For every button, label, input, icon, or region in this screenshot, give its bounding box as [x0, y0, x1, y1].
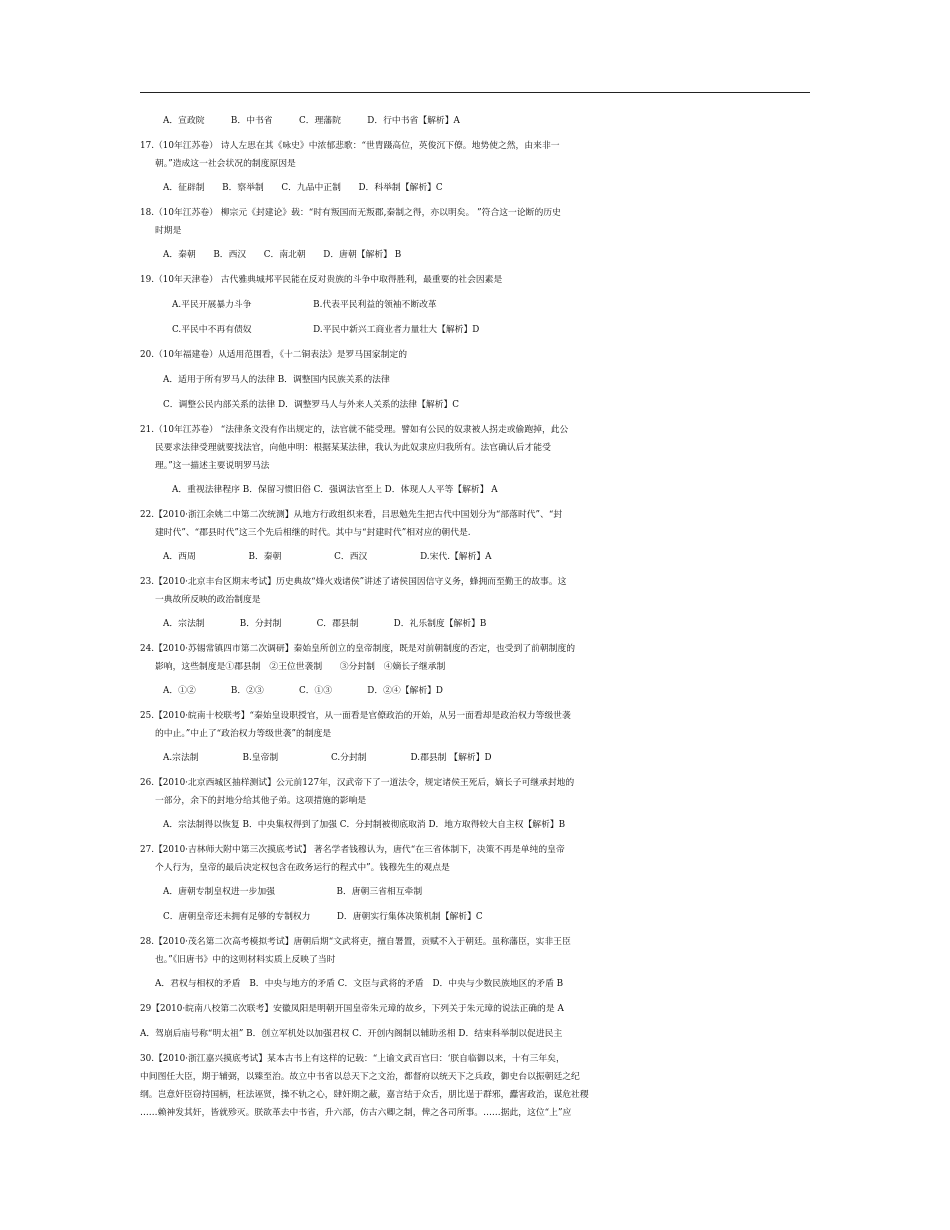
- question-24: 24.【2010·苏锡常镇四市第二次调研】秦始皇所创立的皇帝制度，既是对前朝制度的否定，也受到了前朝制度的: [140, 644, 576, 654]
- options-20-b: C．调整公民内部关系的法律 D．调整罗马人与外来人关系的法律【解析】C: [163, 400, 460, 410]
- question-30: 30.【2010·浙江嘉兴摸底考试】某本古书上有这样的记载：“上谕文武百官曰：‘朕自临御以来，十有三年矣，: [140, 1054, 565, 1064]
- question-29: 29【2010·皖南八校第二次联考】安徽凤阳是明朝开国皇帝朱元璋的故乡，下列关于朱元璋的说法正确的是 A: [140, 1004, 564, 1014]
- question-21: 21.（10年江苏卷） “法律条文没有作出规定的，法官就不能受理。譬如有公民的奴隶被人拐走或偷跑掉，此公: [140, 425, 569, 435]
- question-21-cont1: 民要求法律受理就要找法官，向他申明：根据某某法律，我认为此奴隶应归我所有。法官确认后才能受: [155, 443, 551, 453]
- question-30-cont1: 中间图任大臣，期于辅弼，以臻至治。故立中书省以总天下之文治，都督府以统天下之兵政，御史台以振朝廷之纪: [140, 1072, 580, 1082]
- question-28-cont: 也。”《旧唐书》中的这则材料实质上反映了当时: [155, 955, 336, 965]
- options-19-a: A.平民开展暴力斗争 B.代表平民利益的领袖不断改革: [172, 300, 437, 310]
- options-26: A．宗法制得以恢复 B．中央集权得到了加强 C．分封制被彻底取消 D．地方取得较大自主权【解析】B: [163, 820, 566, 830]
- options-21: A．重视法律程序 B．保留习惯旧俗 C．强调法官至上 D．体现人人平等【解析】 A: [172, 485, 498, 495]
- options-19-b: C.平民中不再有债奴 D.平民中新兴工商业者力量壮大【解析】D: [172, 325, 480, 335]
- question-19: 19.（10年天津卷） 古代雅典城邦平民能在反对贵族的斗争中取得胜利，最重要的社会因素是: [140, 275, 503, 285]
- options-20-a: A．适用于所有罗马人的法律 B．调整国内民族关系的法律: [163, 375, 390, 385]
- options-24: A．①② B．②③ C．①③ D．②④【解析】D: [163, 686, 443, 696]
- header-rule: [140, 92, 810, 93]
- question-26-cont: 一部分，余下的封地分给其他子弟。这项措施的影响是: [155, 796, 367, 806]
- options-29: A．驾崩后庙号称“明太祖” B．创立军机处以加强君权 C．开创内阁制以辅助丞相 D．结束科举制以促进民主: [140, 1029, 563, 1039]
- question-28: 28.【2010·茂名第二次高考模拟考试】唐朝后期“文武将吏，擅自署置，贡赋不入于朝廷。虽称藩臣，实非王臣: [140, 937, 571, 947]
- question-23: 23.【2010·北京丰台区期末考试】历史典故“烽火戏诸侯”讲述了诸侯国因信守义务，蜂拥而至勤王的故事。这: [140, 577, 567, 587]
- options-27-a: A．唐朝专制皇权进一步加强 B．唐朝三省相互牵制: [163, 887, 423, 897]
- question-30-cont2: 纲。岂意奸臣窃持国柄，枉法诬贤，操不轨之心，肆奸期之蔽，嘉言结于众舌，朋比逞于群邪，蠹害政治，谋危社稷: [140, 1090, 589, 1100]
- question-18: 18.（10年江苏卷） 柳宗元《封建论》载：“时有叛国而无叛郡,秦制之得，亦以明矣。 ”符合这一论断的历史: [140, 208, 561, 218]
- question-24-cont: 影响，这些制度是①郡县制 ②王位世袭制 ③分封制 ④嫡长子继承制: [155, 662, 446, 672]
- options-17: A．征辟制 B．察举制 C．九品中正制 D．科举制【解析】C: [163, 183, 443, 193]
- question-17: 17.（10年江苏卷） 诗人左思在其《咏史》中浓郁悲歌：“世胄蹑高位，英俊沉下僚。地势使之然，由来非一: [140, 141, 560, 151]
- question-27: 27.【2010·吉林师大附中第三次摸底考试】 著名学者钱穆认为，唐代“在三省体制下，决策不再是单纯的皇帝: [140, 845, 565, 855]
- answer-line-16: A．宣政院 B．中书省 C．理藩院 D．行中书省【解析】A: [163, 116, 460, 126]
- question-20: 20.（10年福建卷）从适用范围看，《十二铜表法》是罗马国家制定的: [140, 350, 408, 360]
- question-25-cont: 的中止。”中止了“政治权力等级世袭”的制度是: [155, 729, 332, 739]
- options-18: A．秦朝 B．西汉 C．南北朝 D．唐朝【解析】 B: [163, 250, 402, 260]
- question-22-cont: 建时代”、“郡县时代”这三个先后相继的时代。其中与“封建时代”相对应的朝代是.: [155, 528, 471, 538]
- question-30-cont3: ……赖神发其奸，皆就殄灭。朕欲革去中书省，升六部，仿古六卿之制，俾之各司所事。……据此，这位“上”应: [140, 1108, 572, 1118]
- question-27-cont: 个人行为，皇帝的最后决定权包含在政务运行的程式中”。钱穆先生的观点是: [155, 863, 450, 873]
- options-28: A．君权与相权的矛盾 B．中央与地方的矛盾 C．文臣与武将的矛盾 D．中央与少数民族地区的矛盾 B: [155, 979, 564, 989]
- question-17-cont: 朝。”造成这一社会状况的制度原因是: [155, 159, 296, 169]
- options-22: A．西周 B．秦朝 C．西汉 D.宋代.【解析】A: [163, 552, 492, 562]
- question-23-cont: 一典故所反映的政治制度是: [155, 595, 261, 605]
- question-21-cont2: 理。”这一描述主要说明罗马法: [155, 461, 270, 471]
- options-25: A.宗法制 B.皇帝制 C.分封制 D.郡县制 【解析】D: [163, 753, 492, 763]
- question-25: 25.【2010·皖南十校联考】“秦始皇设职授官，从一面看是官僚政治的开始，从另一面看却是政治权力等级世袭: [140, 711, 571, 721]
- options-23: A．宗法制 B．分封制 C．郡县制 D．礼乐制度【解析】B: [163, 619, 487, 629]
- options-27-b: C．唐朝皇帝还未拥有足够的专制权力 D．唐朝实行集体决策机制【解析】C: [163, 912, 483, 922]
- question-26: 26.【2010·北京西城区抽样测试】公元前127年，汉武帝下了一道法令，规定诸侯王死后，嫡长子可继承封地的: [140, 778, 575, 788]
- question-18-cont: 时期是: [155, 226, 182, 236]
- question-22: 22.【2010·浙江余姚二中第二次统测】从地方行政组织来看，吕思勉先生把古代中国划分为“部落时代”、“封: [140, 510, 563, 520]
